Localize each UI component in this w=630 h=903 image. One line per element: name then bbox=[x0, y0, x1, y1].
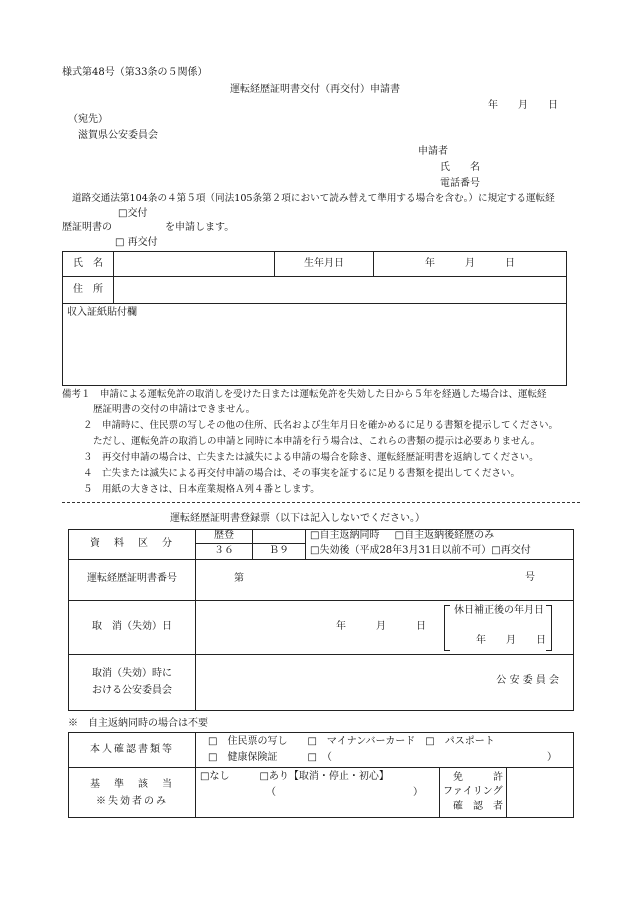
applicant-table bbox=[62, 251, 567, 386]
note-5: ５ 用紙の大きさは、日本産業規格Ａ列４番とします。 bbox=[83, 484, 320, 495]
criteria-table bbox=[68, 767, 574, 818]
holiday-label: 休日補正後の年月日 bbox=[454, 604, 544, 616]
option-reissue[interactable]: □ 再交付 bbox=[115, 237, 158, 248]
opt-expired-reissue[interactable]: □失効後（平成28年3月31日以前不可）□再交付 bbox=[306, 543, 574, 559]
license-filing-field[interactable] bbox=[507, 768, 574, 818]
id-options[interactable]: □ 住民票の写し □ マイナンバーカード □ パスポート □ 健康保険証 □ （ ） bbox=[196, 733, 574, 768]
cancel-date-label: 取 消（失効）日 bbox=[69, 600, 196, 654]
application-date: 年 月 日 bbox=[488, 100, 558, 111]
criteria-options[interactable]: □なし □あり【取消・停止・初心】 （ ） bbox=[196, 768, 440, 818]
opt-voluntary-after[interactable]: □自主返納後経歴のみ bbox=[394, 530, 495, 542]
cert-no-field[interactable]: 第 号 bbox=[196, 559, 574, 600]
stamp-area: 収入証紙貼付欄 bbox=[63, 304, 567, 386]
id-label: 本人確認書類等 bbox=[69, 733, 196, 768]
address-label: 住 所 bbox=[63, 277, 114, 304]
option-issue[interactable]: □交付 bbox=[118, 208, 148, 219]
opt-voluntary-same[interactable]: □自主返納同時 bbox=[310, 530, 380, 542]
request-text-b: を申請します。 bbox=[165, 222, 235, 233]
commission-name: 滋賀県公安委員会 bbox=[78, 130, 158, 141]
addressee-label: （宛先） bbox=[68, 114, 108, 125]
name-field[interactable] bbox=[114, 252, 275, 277]
applicant-label: 申請者 bbox=[418, 146, 448, 157]
license-filing-label: 免 許 ファイリング 確 認 者 bbox=[440, 768, 507, 818]
form-title: 運転経歴証明書交付（再交付）申請書 bbox=[230, 84, 400, 95]
dob-field[interactable]: 年 月 日 bbox=[374, 252, 567, 277]
law-reference-text: 道路交通法第104条の４第５項（同法105条第２項において読み替えて準用する場合を含む。）に規定する運転経 bbox=[72, 193, 555, 204]
code-1: ３６ bbox=[196, 543, 253, 559]
note-3: ３ 再交付申請の場合は、亡失または滅失による申請の場合を除き、運転経歴証明書を返納してください。 bbox=[83, 452, 539, 463]
category-options-row1 bbox=[306, 530, 574, 544]
category-label: 資 料 区 分 bbox=[69, 530, 196, 560]
note-4: ４ 亡失または滅失による再交付申請の場合は、その事実を証するに足りる書類を提出してください。 bbox=[83, 468, 521, 479]
request-text-a: 歴証明書の bbox=[62, 222, 112, 233]
code-2: Ｂ９ bbox=[253, 543, 306, 559]
applicant-name-label: 氏 名 bbox=[440, 162, 480, 173]
holiday-date: 年 月 日 bbox=[476, 634, 546, 646]
criteria-label: 基 準 該 当 ※失効者のみ bbox=[69, 768, 196, 818]
cut-line bbox=[62, 502, 580, 503]
note-2-cont: ただし、運転免許の取消しの申請と同時に本申請を行う場合は、これらの書類の提示は必要ありません。 bbox=[93, 436, 541, 447]
rekito-label: 歴登 bbox=[196, 530, 253, 544]
note-2: ２ 申請時に、住民票の写しその他の住所、氏名および生年月日を確かめるに足りる書類を提示してください。 bbox=[83, 420, 559, 431]
register-title: 運転経歴証明書登録票（以下は記入しないでください。） bbox=[170, 513, 425, 524]
cert-no-label: 運転経歴証明書番号 bbox=[69, 559, 196, 600]
form-number: 様式第48号（第33条の５関係） bbox=[62, 67, 208, 78]
commission-label: 取消（失効）時に おける公安委員会 bbox=[69, 654, 196, 710]
commission-field[interactable]: 公 安 委 員 会 bbox=[196, 654, 574, 710]
cancel-date-field[interactable]: 年 月 日 休日補正後の年月日 年 月 日 bbox=[196, 600, 574, 654]
rekito-blank bbox=[253, 530, 306, 544]
applicant-phone-label: 電話番号 bbox=[440, 178, 480, 189]
id-table bbox=[68, 732, 574, 768]
name-label: 氏 名 bbox=[63, 252, 114, 277]
footnote: ※ 自主返納同時の場合は不要 bbox=[68, 718, 208, 729]
address-field[interactable] bbox=[114, 277, 567, 304]
register-table bbox=[68, 529, 574, 711]
dob-label: 生年月日 bbox=[275, 252, 374, 277]
note-1: 備考１ 申請による運転免許の取消しを受けた日または運転免許を失効した日から５年を経過した場合は、運転経 bbox=[62, 389, 547, 400]
note-1-cont: 歴証明書の交付の申請はできません。 bbox=[93, 404, 256, 415]
